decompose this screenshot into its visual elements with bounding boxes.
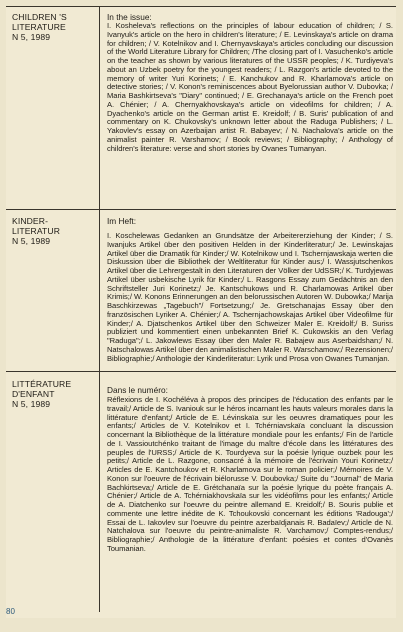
section-rule [6,6,396,7]
section-body: Réflexions de I. Kochéléva à propos des principes de l'éducation des enfants par le travail;/ Article de S. Ivaniouk sur le héros incarnant les hauts valeurs morales dans la littérature d'enfant;/ Article de E. Lévinskaïa sur les oeuvres dramatiques pour les enfants;/ Articles de V. Kotelnikov et I. Tchérniavskaïa concluant la discussion concernant la Bibliothèque de la littérature mondiale pour les enfants;/ Fin de l'article de I. Vassioutchénko traitant de l'image du maître d'école dans les littératures des peuples de l'URSS;/ Article de K. Tourdyeva sur la poésie lyrique ouzbek pour les petits;/ Article de L. Razgone, consacré à la mémoire de l'écrivain Youri Korinetz;/ Articles de E. Kantchoukov et R. Kharlamova sur le roman policier;/ Mémoires de V. Konon sur l'oeuvre de l'écrivain biélorusse V. Doubovka;/ Suite du "Journal" de Maria Bachkirtseva;/ Article de E. Grétchanaïa sur la poésie lyrique du poète français A. Chénier;/ Article de A. Tchérniakhovskaïa sur les vidéofilms pour les enfants;/ Article de A. Diatchenko sur l'oeuvre du peintre allemand E. Kreidolf;/ B. Souris publie et commente une lettre inédite de K. Tchoukovski concernant les éditions 'Radouga';/ Essai de L. Iakovlev sur l'oeuvre du peintre azerbaïdjanais R. Badaïev;/ Article de N. Natchalova sur l'oeuvre du peintre-animaliste R. Varchamov;/ Comptes-rendus;/ Bibliographie;/ Anthologie de la littérature d'enfant: poésies et contes d'Ovanès Toumanian. [107,395,393,553]
section-heading: Dans le numéro: [107,385,168,395]
journal-title [12,12,96,42]
journal-title-text: KINDER- LITERATUR [12,216,61,236]
section-content [107,12,393,153]
journal-title [12,216,96,246]
section-body: I. Kosheleva's reflections on the principles of labour education of children; / S. Ivanyuk's article on the hero in children's literature; / E. Levinskaya's article on drama for children; / V. Kotelnikov and I. Chernyavskaya's articles concluding our discussion of the World Literature Library for Children; /The closing part of I. Vasuchenko's article on the teacher as shown by various literatures of the USSR peoples; / K. Turdiyeva's about an Uzbek poetry for the youngest readers; / L. Razgon's article devoted to the memory of writer Yuri Korinets; / E. Kanchukov and R. Kharlamova's article on detective stories; / V. Konon's reminiscences about Byelorussian author V. Dubovka; / Maria Bashkirtseva's "Diary" continued; / E. Grechanaya's article on the French poet A. Chénier; / A. Chernyakhovskaya's article on videofilms for children; / A. Dyachenko's article on the German artist E. Kreidolf; / B. Suris' publication of and commentary on K. Chukovsky's unknown letter about the Raduga Publishers; / L. Yakovlev's essay on Azerbaijan artist R. Babayev; / N. Nachalova's article on the animalist painter R. Varshamov; / Book reviews; / Bibliography; / Anthology of children's literature: verse and short stories by Ovanes Tumanyan. [107,21,393,153]
section-heading: In the issue: [107,12,152,22]
section-rule [6,209,396,210]
section-content [107,216,393,363]
section-body: I. Koschelewas Gedanken an Grundsätze der Arbeitererziehung der Kinder; / S. Iwanjuks Artikel über den positiven Helden in der Kinderliteratur;/ Je. Lewinskajas Artikel über die Dramatik für Kinder;/ W. Kotelnikow und I. Tschernjawskaja werten die Diskussion über die Bibliothek der Weltliteratur für Kinder aus;/ I. Wassjutschenkos Artikel über die Lehrergestalt in den Literaturen der Völker der UdSSR;/ K. Turdyjewas Artikel über usbekische Lyrik für Kinder;/ L. Rasgons Essay zum Gedächtnis an den Schriftsteller Juri Korinetz;/ Je. Kantschukows und R. Charlamowas Artikel über Krimis;/ W. Konons Erinnerungen an den belorussischen Autoren W. Dubowka;/ Marija Baschkirzewas „Tagebuch"/ Fortsetzung;/ Je. Gretschanajas Essay über den französischen Lyriker A. Chénier;/ A. Tschernjachowskajas Artikel über Videofilme für Kinder;/ A. Djatschenkos Artikel über den Schweizer Maler E. Kreidolf;/ B. Suriss publiziert und kommentiert einen unbekannten Brief K. Cukowskis an den Verlag "Raduga";/ L. Jakowlews Essay über den Maler R. Babajew aus Aserbaidshan;/ N. Natschalowas Artikel über den animalistischen Maler R. Warschamow;/ Rezensionen;/ Bibliographie;/ Anthologie der Kinderliteratur: Lyrik und Prosa von Owanes Tumanjan. [107,231,393,363]
journal-title-text: CHILDREN 'S LITERATURE [12,12,67,32]
journal-page [6,6,396,618]
column-divider [99,6,100,612]
journal-title-text: LITTÉRATURE D'ENFANT [12,379,72,399]
section-heading: Im Heft: [107,216,137,226]
issue-number: N 5, 1989 [12,399,51,409]
section-content [107,385,393,554]
section-rule [6,371,396,372]
page-number: 80 [6,607,15,616]
journal-title [12,379,96,409]
issue-number: N 5, 1989 [12,236,51,246]
issue-number: N 5, 1989 [12,32,51,42]
